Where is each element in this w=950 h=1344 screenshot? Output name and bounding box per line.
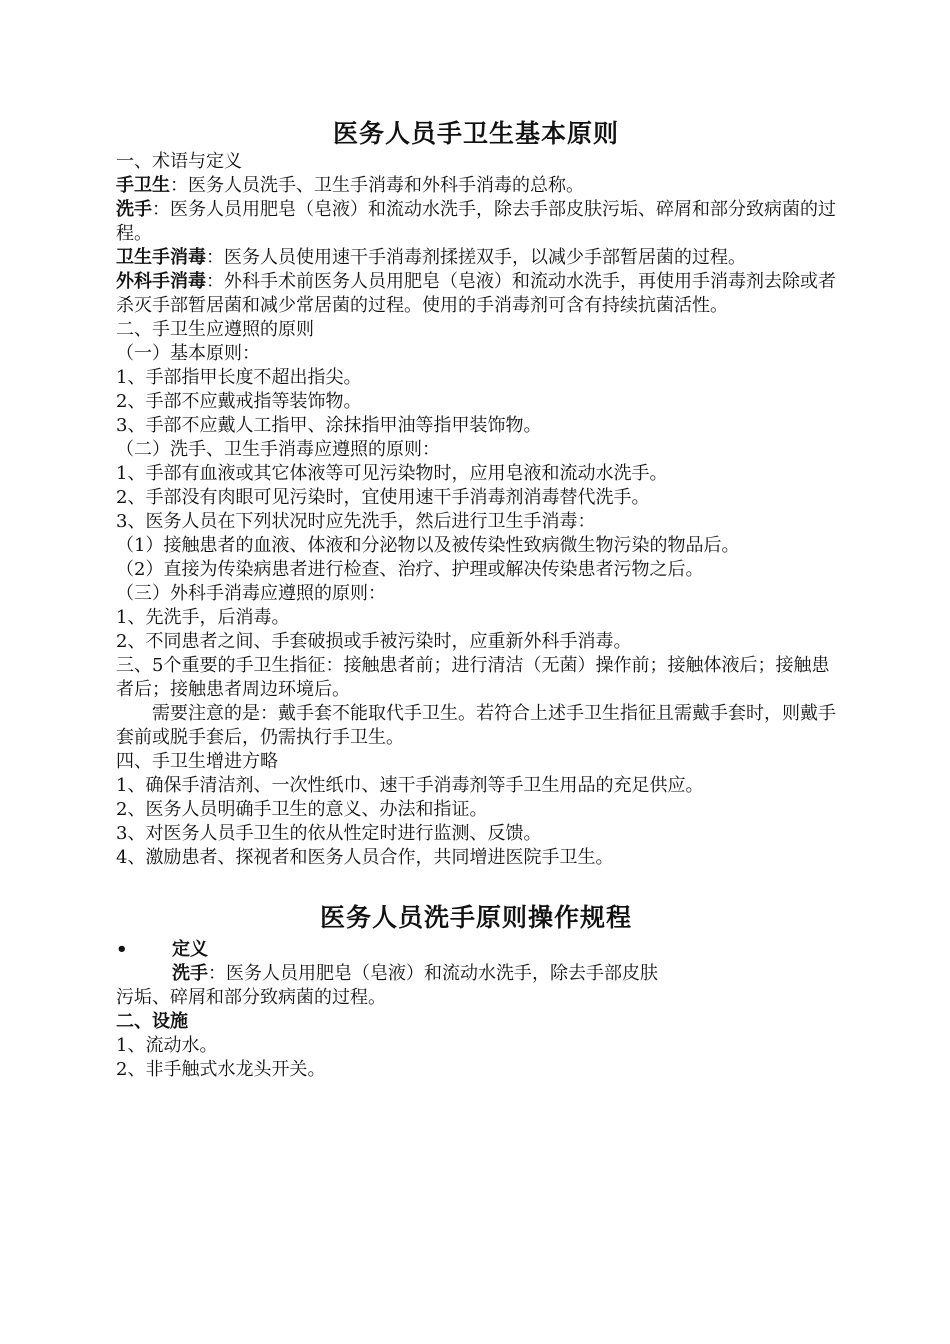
list-item: 1、确保手清洁剂、一次性纸巾、速干手消毒剂等手卫生用品的充足供应。	[116, 775, 704, 796]
list-item: 1、流动水。	[116, 1035, 218, 1056]
list-item: 1、手部有血液或其它体液等可见污染物时，应用皂液和流动水洗手。	[116, 463, 668, 484]
section-heading-facilities: 二、设施	[116, 1011, 188, 1032]
definition-text: ：医务人员洗手、卫生手消毒和外科手消毒的总称。	[170, 175, 584, 196]
definition-text: ：外科手术前医务人员用肥皂（皂液）和流动水洗手，再使用手消毒剂去除或者杀灭手部暂居菌和减少常居菌的过程。使用的手消毒剂可含有持续抗菌活性。	[116, 271, 836, 316]
list-item: 3、手部不应戴人工指甲、涂抹指甲油等指甲装饰物。	[116, 415, 542, 436]
list-item: 2、手部没有肉眼可见污染时，宜使用速干手消毒剂消毒替代洗手。	[116, 487, 650, 508]
list-item: 1、手部指甲长度不超出指尖。	[116, 367, 362, 388]
list-item: 2、不同患者之间、手套破损或手被污染时，应重新外科手消毒。	[116, 631, 632, 652]
document-title-2: 医务人员洗手原则操作规程	[319, 903, 632, 932]
definition-surgical-hand-antisepsis	[116, 270, 836, 318]
section-heading-strategies: 四、手卫生增进方略	[116, 751, 278, 772]
definition-handwashing	[116, 198, 836, 246]
list-item: 2、非手触式水龙头开关。	[116, 1059, 326, 1080]
definition-handwashing-2	[116, 962, 836, 986]
list-item: 1、先洗手，后消毒。	[116, 607, 290, 628]
definition-term: 卫生手消毒	[116, 247, 206, 268]
definition-text: ：医务人员用肥皂（皂液）和流动水洗手，除去手部皮肤	[208, 963, 658, 984]
note-paragraph: 需要注意的是：戴手套不能取代手卫生。若符合上述手卫生指征且需戴手套时，则戴手套前或脱手套后，仍需执行手卫生。	[116, 703, 836, 748]
bullet-marker: •	[116, 939, 128, 960]
definition-term: 手卫生	[116, 175, 170, 196]
document-title: 医务人员手卫生基本原则	[332, 119, 619, 148]
subsection-heading-basic: （一）基本原则：	[116, 343, 260, 364]
definition-antiseptic-handrub	[116, 246, 836, 270]
subsection-heading-surgical: （三）外科手消毒应遵照的原则：	[116, 583, 386, 604]
section-indications: 三、5个重要的手卫生指征：接触患者前；进行清洁（无菌）操作前；接触体液后；接触患者后；接触患者周边环境后。	[116, 655, 830, 700]
list-item: （2）直接为传染病患者进行检查、治疗、护理或解决传染患者污物之后。	[116, 559, 704, 580]
definition-text: ：医务人员使用速干手消毒剂揉搓双手，以减少手部暂居菌的过程。	[206, 247, 746, 268]
section-heading-terms: 一、术语与定义	[116, 151, 242, 172]
definition-term: 外科手消毒	[116, 271, 206, 292]
subsection-heading-handwashing: （二）洗手、卫生手消毒应遵照的原则：	[116, 439, 440, 460]
definition-term: 洗手	[116, 199, 152, 220]
list-item: （1）接触患者的血液、体液和分泌物以及被传染性致病微生物污染的物品后。	[116, 535, 740, 556]
bullet-heading-definition	[116, 938, 836, 962]
definition-continuation: 污垢、碎屑和部分致病菌的过程。	[116, 987, 386, 1008]
list-item: 4、激励患者、探视者和医务人员合作，共同增进医院手卫生。	[116, 847, 614, 868]
heading-text: 定义	[172, 939, 208, 960]
document-body	[116, 118, 836, 1082]
definition-term: 洗手	[172, 963, 208, 984]
definition-text: ：医务人员用肥皂（皂液）和流动水洗手，除去手部皮肤污垢、碎屑和部分致病菌的过程。	[116, 199, 836, 244]
definition-hand-hygiene	[116, 174, 836, 198]
section-heading-principles: 二、手卫生应遵照的原则	[116, 319, 314, 340]
list-item: 2、手部不应戴戒指等装饰物。	[116, 391, 362, 412]
list-item: 2、医务人员明确手卫生的意义、办法和指证。	[116, 799, 488, 820]
list-item: 3、对医务人员手卫生的依从性定时进行监测、反馈。	[116, 823, 542, 844]
list-item: 3、医务人员在下列状况时应先洗手，然后进行卫生手消毒：	[116, 511, 596, 532]
